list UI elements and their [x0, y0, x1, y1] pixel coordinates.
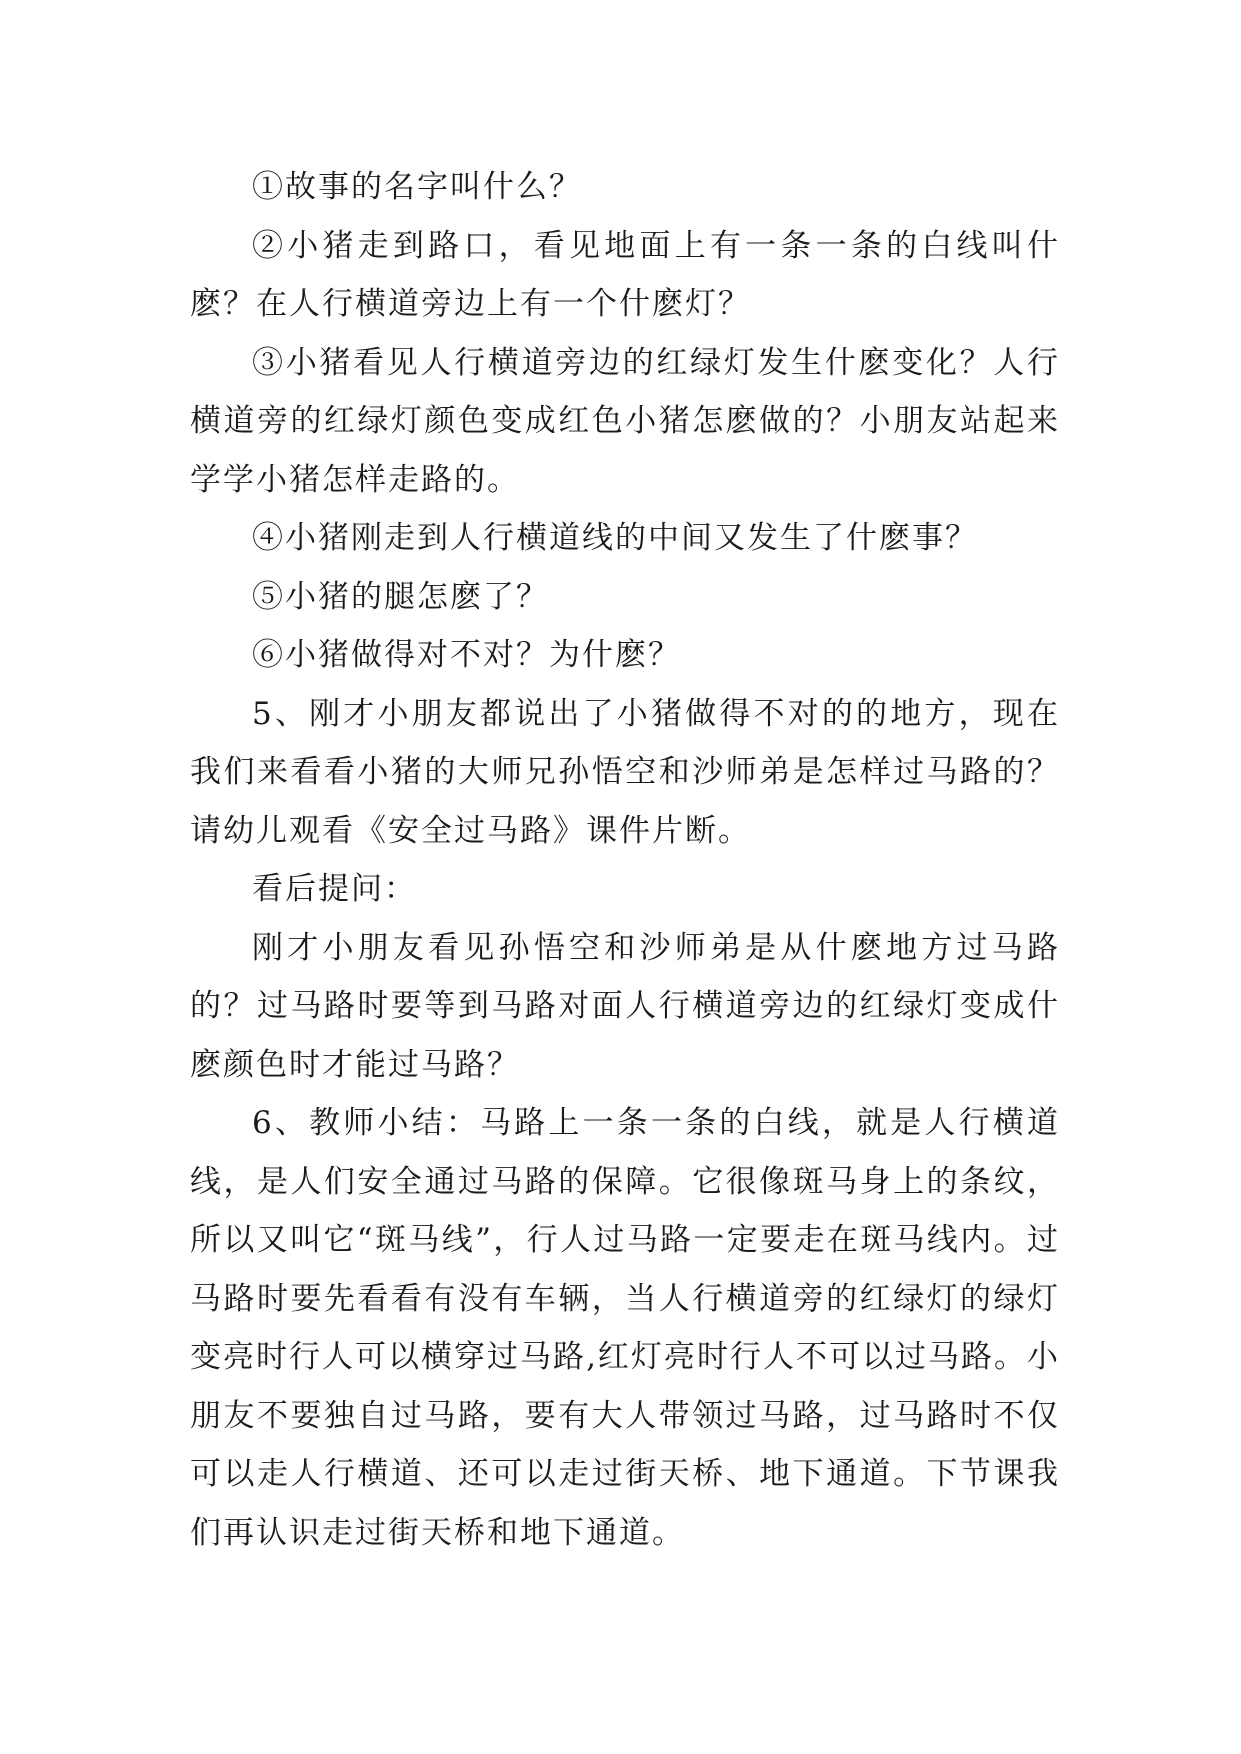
question-3: ③小猪看见人行横道旁边的红绿灯发生什麽变化？人行横道旁的红绿灯颜色变成红色小猪怎麽做的？小朋友站起来学学小猪怎样走路的。 [190, 344, 1060, 498]
question-6: ⑥小猪做得对不对？为什麽？ [252, 637, 681, 673]
after-watching-heading: 看后提问： [252, 871, 417, 907]
question-1: ①故事的名字叫什么？ [252, 169, 582, 205]
step-5-paragraph: 5、刚才小朋友都说出了小猪做得不对的的地方，现在我们来看看小猪的大师兄孙悟空和沙师弟是怎样过马路的？请幼儿观看《安全过马路》课件片断。 [190, 695, 1060, 849]
question-5: ⑤小猪的腿怎麽了？ [252, 578, 549, 615]
after-watching-question: 刚才小朋友看见孙悟空和沙师弟是从什麽地方过马路的？过马路时要等到马路对面人行横道旁边的红绿灯变成什麽颜色时才能过马路？ [190, 929, 1060, 1083]
teacher-summary-paragraph: 6、教师小结：马路上一条一条的白线，就是人行横道线，是人们安全通过马路的保障。它很像斑马身上的条纹，所以又叫它“斑马线”，行人过马路一定要走在斑马线内。过马路时要先看看有没有车辆，当人行横道旁的红绿灯的绿灯变亮时行人可以横穿过马路,红灯亮时行人不可以过马路。小朋友不要独自过马路，要有大人带领过马路，过马路时不仅可以走人行横道、还可以走过街天桥、地下通道。下节课我们再认识走过街天桥和地下通道。 [190, 1105, 1060, 1551]
question-2: ②小猪走到路口，看见地面上有一条一条的白线叫什麽？在人行横道旁边上有一个什麽灯？ [190, 227, 1060, 322]
document-body [190, 158, 1060, 1562]
question-4: ④小猪刚走到人行横道线的中间又发生了什麽事？ [252, 520, 978, 556]
